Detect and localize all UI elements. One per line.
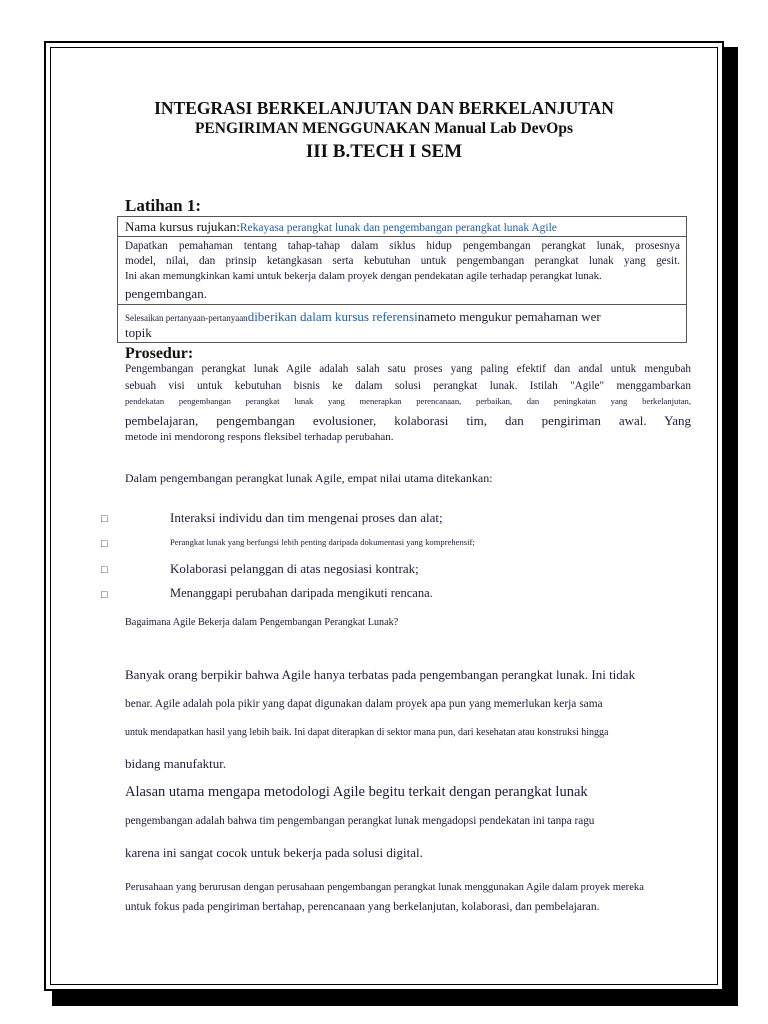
answer-line: Banyak orang berpikir bahwa Agile hanya terbatas pada pengembangan perangkat lunak. Ini tidak [125,667,636,682]
title-line-3: III B.TECH I SEM [305,141,463,162]
intro-line: metode ini mendorong respons fleksibel terhadap perubahan. [125,431,394,443]
task-box [117,304,687,343]
document-page [44,41,724,991]
course-label: Nama kursus rujukan: [125,219,240,234]
answer-line: untuk mendapatkan hasil yang lebih baik. Ini dapat diterapkan di sektor mana pun, dari kesehatan atau konstruksi hingga [125,727,609,738]
bullet-icon: □ [101,589,108,601]
answer-line: benar. Agile adalah pola pikir yang dapat digunakan dalam proyek apa pun yang memerlukan kerja sama [125,698,603,710]
course-name: Rekayasa perangkat lunak dan pengembangan perangkat lunak Agile [239,222,557,234]
value-item: Perangkat lunak yang berfungsi lebih penting daripada dokumentasi yang komprehensif; [170,537,475,547]
answer-line: bidang manufaktur. [125,756,227,771]
answer-line: Alasan utama mengapa metodologi Agile begitu terkait dengan perangkat lunak [125,784,588,800]
question-text: Bagaimana Agile Bekerja dalam Pengembangan Perangkat Lunak? [125,617,399,628]
answer-line: pengembangan adalah bahwa tim pengembangan perangkat lunak mengadopsi pendekatan ini tanpa ragu [125,815,595,827]
procedure-heading: Prosedur: [125,345,194,362]
title-line-2: PENGIRIMAN MENGGUNAKAN Manual Lab DevOps [194,120,574,137]
intro-line: pembelajaran, pengembangan evolusioner, kolaborasi tim, dan pengiriman awal. Yang [125,413,691,428]
bullet-icon: □ [101,538,108,550]
title-line-1: INTEGRASI BERKELANJUTAN DAN BERKELANJUTAN [154,98,614,118]
bullet-icon: □ [101,564,108,576]
value-item: Interaksi individu dan tim mengenai proses dan alat; [170,510,443,525]
bullet-icon: □ [101,513,108,525]
closing-line: Perusahaan yang berurusan dengan perusahaan pengembangan perangkat lunak menggunakan Agile dalam proyek mereka [125,882,644,893]
value-item: Kolaborasi pelanggan di atas negosiasi kontrak; [170,561,419,576]
value-item: Menanggapi perubahan daripada mengikuti rencana. [170,586,433,600]
objective-line: Dapatkan pemahaman tentang tahap-tahap dalam siklus hidup pengembangan perangkat lunak, prosesnya [125,240,680,252]
answer-line: karena ini sangat cocok untuk bekerja pada solusi digital. [125,845,423,860]
objective-line: model, nilai, dan prinsip ketangkasan serta kebutuhan untuk pengembangan perangkat lunak yang gesit. [125,255,680,267]
task-link-text: diberikan dalam kursus referensi [247,309,418,324]
objective-line: Ini akan memungkinkan kami untuk bekerja dalam proyek dengan pendekatan agile terhadap perangkat lunak. [125,270,602,282]
exercise-heading: Latihan 1: [125,196,202,215]
task-rest-text: nameto mengukur pemahaman wer [417,309,601,324]
task-small-text: Selesaikan pertanyaan-pertanyaan [125,313,248,323]
values-intro: Dalam pengembangan perangkat lunak Agile, empat nilai utama ditekankan: [125,471,493,485]
task-end-text: topik [125,325,152,340]
intro-line: Pengembangan perangkat lunak Agile adalah salah satu proses yang paling efektif dan andal untuk mengubah [125,363,691,375]
closing-line: untuk fokus pada pengiriman bertahap, perencanaan yang berkelanjutan, kolaborasi, dan pembelajaran. [125,901,600,913]
intro-line: sebuah visi untuk kebutuhan bisnis ke dalam solusi perangkat lunak. Istilah "Agile" menggambarkan [125,380,691,392]
objective-line: pengembangan. [125,286,207,301]
objective-box [117,236,687,305]
course-name-box [117,216,687,237]
intro-line: pendekatan pengembangan perangkat lunak yang menerapkan perencanaan, perbaikan, dan peningkatan yang berkelanjutan, [125,396,691,406]
